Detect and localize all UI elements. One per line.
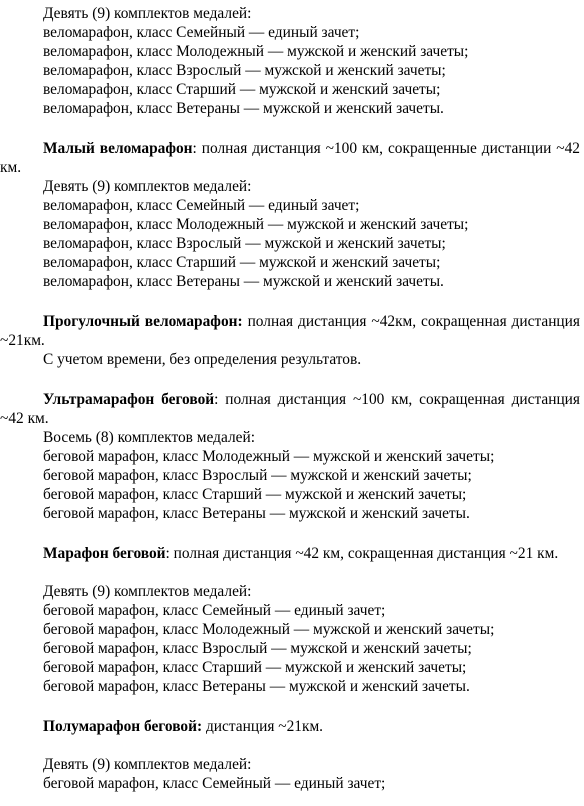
- section-description: : полная дистанция ~100 км, сокращенная дистанция ~42 км.: [0, 391, 580, 427]
- list-item: веломарафон, класс Взрослый — мужской и женский зачеты;: [43, 235, 446, 252]
- list-item: веломарафон, класс Ветераны — мужской и женский зачеты.: [43, 273, 444, 290]
- section-title: Марафон беговой: [43, 545, 166, 562]
- list-item: беговой марафон, класс Семейный — единый зачет;: [43, 775, 386, 792]
- list-item: беговой марафон, класс Семейный — единый зачет;: [43, 602, 386, 619]
- section-description: : полная дистанция ~42 км, сокращенная дистанция ~21 км.: [165, 545, 559, 562]
- list-item: веломарафон, класс Семейный — единый зачет;: [43, 24, 360, 41]
- list-item: беговой марафон, класс Ветераны — мужской и женский зачеты.: [43, 505, 470, 522]
- list-item: беговой марафон, класс Ветераны — мужской и женский зачеты.: [43, 678, 470, 695]
- list-item: веломарафон, класс Старший — мужской и женский зачеты;: [43, 254, 441, 271]
- section-description: : полная дистанция ~100 км, сокращенные дистанции ~42 км.: [0, 140, 580, 176]
- list-item: беговой марафон, класс Молодежный — мужской и женский зачеты;: [43, 621, 495, 638]
- medals-count: Восемь (8) комплектов медалей:: [43, 429, 255, 446]
- medals-count: Девять (9) комплектов медалей:: [43, 583, 252, 600]
- section-title: Малый веломарафон: [43, 140, 193, 157]
- section-heading-paragraph: [0, 717, 584, 736]
- list-item: веломарафон, класс Ветераны — мужской и женский зачеты.: [43, 100, 444, 117]
- medals-count: Девять (9) комплектов медалей:: [43, 178, 252, 195]
- list-item: беговой марафон, класс Старший — мужской и женский зачеты;: [43, 486, 467, 503]
- list-item: веломарафон, класс Семейный — единый зачет;: [43, 197, 360, 214]
- section-heading-paragraph: [0, 544, 584, 563]
- medals-count: Девять (9) комплектов медалей:: [43, 756, 252, 773]
- section-heading-paragraph: [0, 312, 584, 350]
- list-item: беговой марафон, класс Старший — мужской и женский зачеты;: [43, 659, 467, 676]
- section-heading-paragraph: [0, 139, 584, 177]
- list-item: веломарафон, класс Старший — мужской и женский зачеты;: [43, 81, 441, 98]
- list-item: веломарафон, класс Молодежный — мужской и женский зачеты;: [43, 216, 469, 233]
- section-title: Полумарафон беговой:: [43, 718, 203, 735]
- section-heading-paragraph: [0, 390, 584, 428]
- section-title: Прогулочный веломарафон:: [43, 313, 243, 330]
- list-item: беговой марафон, класс Взрослый — мужской и женский зачеты;: [43, 467, 472, 484]
- section-description: полная дистанция ~42км, сокращенная дистанция ~21км.: [0, 313, 580, 349]
- list-item: веломарафон, класс Взрослый — мужской и женский зачеты;: [43, 62, 446, 79]
- list-item: беговой марафон, класс Взрослый — мужской и женский зачеты;: [43, 640, 472, 657]
- medals-count: Девять (9) комплектов медалей:: [43, 5, 252, 22]
- section-description: дистанция ~21км.: [202, 718, 324, 735]
- section-note: С учетом времени, без определения результатов.: [43, 351, 362, 368]
- section-title: Ультрамарафон беговой: [43, 391, 215, 408]
- list-item: беговой марафон, класс Молодежный — мужской и женский зачеты;: [43, 448, 495, 465]
- list-item: веломарафон, класс Молодежный — мужской и женский зачеты;: [43, 43, 469, 60]
